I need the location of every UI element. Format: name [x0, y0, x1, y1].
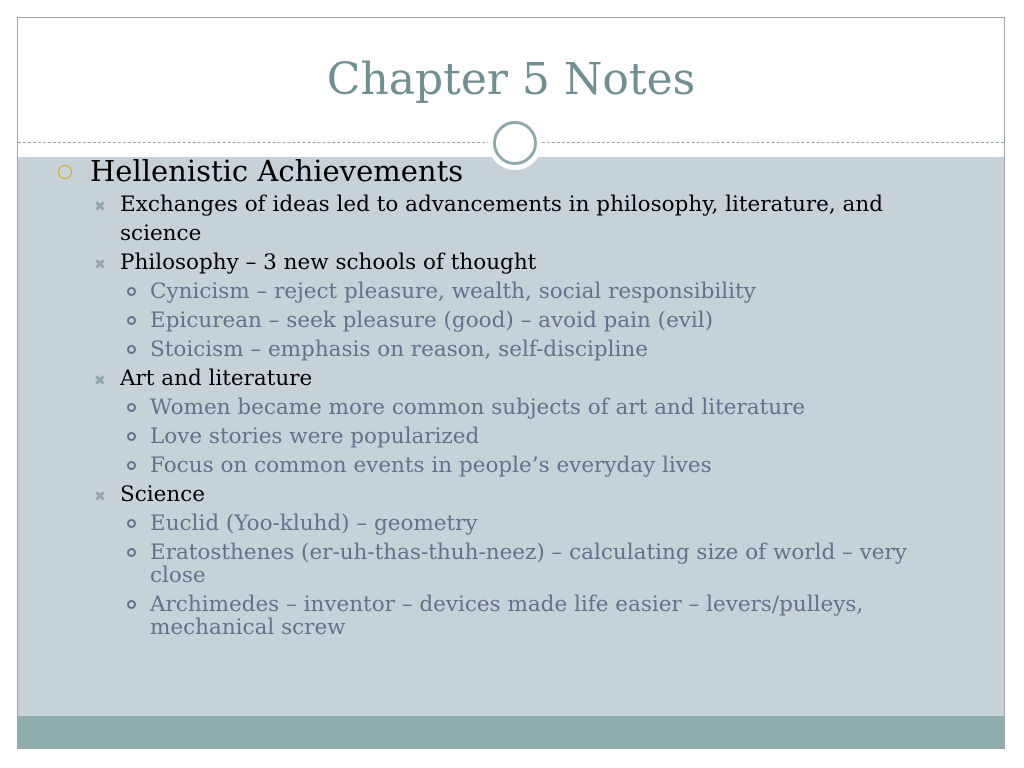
ring-bullet-icon: [127, 316, 136, 325]
list-item-text: Art and literature: [120, 366, 313, 391]
list-item-text: Science: [120, 482, 205, 507]
sub-list-item: [56, 451, 956, 480]
ring-bullet-icon: [127, 600, 136, 609]
sub-list-item-text: Euclid (Yoo-kluhd) – geometry: [150, 511, 478, 536]
x-mark-bullet-icon: ✖: [94, 373, 106, 389]
hollow-circle-bullet-icon: [58, 165, 72, 179]
sub-list-item-text: Archimedes – inventor – devices made life easier – levers/pulleys, mechanical screw: [150, 592, 864, 640]
ring-bullet-icon: [127, 287, 136, 296]
sub-list-item: [56, 393, 956, 422]
footer-bar: [18, 716, 1004, 749]
list-item: [56, 190, 956, 248]
sub-list-item-text: Stoicism – emphasis on reason, self-discipline: [150, 337, 648, 362]
heading-text: Hellenistic Achievements: [90, 154, 464, 188]
sub-list-item-text: Women became more common subjects of art and literature: [150, 395, 806, 420]
slide-title: Chapter 5 Notes: [326, 54, 696, 105]
ring-bullet-icon: [127, 432, 136, 441]
sub-list-item: [56, 335, 956, 364]
ring-bullet-icon: [127, 519, 136, 528]
sub-list-item-text: Focus on common events in people’s everyday lives: [150, 453, 712, 478]
x-mark-bullet-icon: ✖: [94, 199, 106, 215]
ring-bullet-icon: [127, 403, 136, 412]
list-item-text: Exchanges of ideas led to advancements in philosophy, literature, and science: [120, 192, 883, 246]
heading-bullet: [56, 154, 956, 188]
x-mark-bullet-icon: ✖: [94, 257, 106, 273]
bullet-list: [56, 154, 956, 642]
sub-list-item-text: Cynicism – reject pleasure, wealth, social responsibility: [150, 279, 756, 304]
list-item: [56, 480, 956, 509]
sub-list-item: [56, 277, 956, 306]
sub-list-item: [56, 509, 956, 538]
sub-list-item: [56, 422, 956, 451]
list-item-text: Philosophy – 3 new schools of thought: [120, 250, 537, 275]
sub-list-item: [56, 538, 956, 590]
ring-bullet-icon: [127, 461, 136, 470]
ring-bullet-icon: [127, 345, 136, 354]
sub-list-item: [56, 306, 956, 335]
sub-list-item: [56, 590, 956, 642]
sub-list-item-text: Love stories were popularized: [150, 424, 480, 449]
ring-bullet-icon: [127, 548, 136, 557]
sub-list-item-text: Epicurean – seek pleasure (good) – avoid pain (evil): [150, 308, 714, 333]
sub-list-item-text: Eratosthenes (er-uh-thas-thuh-neez) – calculating size of world – very close: [150, 540, 907, 588]
list-item: [56, 364, 956, 393]
list-item: [56, 248, 956, 277]
x-mark-bullet-icon: ✖: [94, 489, 106, 505]
